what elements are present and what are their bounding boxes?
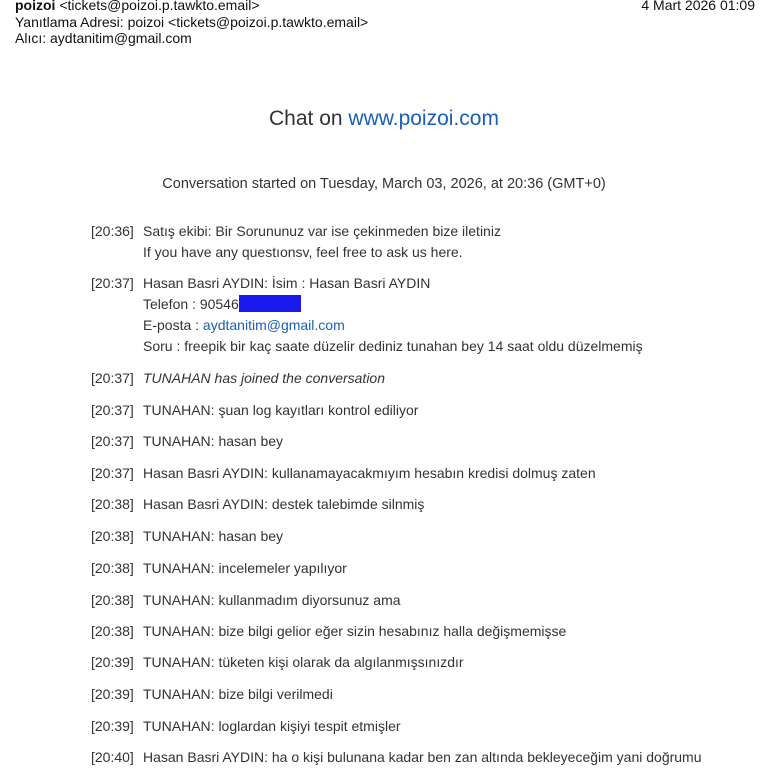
email-date: 4 Mart 2026 01:09 bbox=[641, 0, 755, 13]
phone-label: Telefon : 90546 bbox=[143, 296, 239, 312]
question-line: Soru : freepik bir kaç saate düzelir dediniz tunahan bey 14 saat oldu düzelmemiş bbox=[143, 338, 643, 354]
message-time: [20:39] bbox=[91, 654, 134, 670]
chat-message bbox=[91, 431, 283, 452]
message-text: TUNAHAN: bize bilgi verilmedi bbox=[143, 686, 333, 702]
message-text-line2: If you have any questıonsv, feel free to ask us here. bbox=[143, 244, 463, 260]
message-time: [20:38] bbox=[91, 623, 134, 639]
chat-message bbox=[91, 652, 464, 673]
from-line bbox=[15, 0, 368, 14]
message-text: Hasan Basri AYDIN: İsim : Hasan Basri AYDIN bbox=[143, 275, 431, 291]
message-time: [20:38] bbox=[91, 592, 134, 608]
message-text: Hasan Basri AYDIN: kullanamayacakmıyım hesabın kredisi dolmuş zaten bbox=[143, 465, 596, 481]
message-text: TUNAHAN: incelemeler yapılıyor bbox=[143, 560, 347, 576]
sender-address[interactable]: <tickets@poizoi.p.tawkto.email> bbox=[59, 0, 260, 13]
message-time: [20:37] bbox=[91, 433, 134, 449]
message-text: TUNAHAN: kullanmadım diyorsunuz ama bbox=[143, 592, 401, 608]
message-time: [20:38] bbox=[91, 560, 134, 576]
chat-message bbox=[91, 463, 596, 484]
phone-line bbox=[143, 294, 643, 315]
message-text: TUNAHAN: hasan bey bbox=[143, 528, 284, 544]
email-header bbox=[15, 0, 368, 47]
chat-message bbox=[91, 526, 283, 547]
chat-message bbox=[91, 590, 401, 611]
message-time: [20:38] bbox=[91, 528, 134, 544]
chat-message bbox=[91, 716, 401, 737]
message-time: [20:36] bbox=[91, 223, 134, 239]
message-text: TUNAHAN: hasan bey bbox=[143, 433, 284, 449]
email-line bbox=[143, 315, 643, 336]
message-text: TUNAHAN has joined the conversation bbox=[143, 370, 386, 386]
chat-message bbox=[91, 494, 424, 515]
message-text: TUNAHAN: şuan log kayıtları kontrol ediliyor bbox=[143, 402, 419, 418]
chat-message bbox=[91, 400, 418, 421]
title-prefix: Chat on bbox=[269, 107, 349, 130]
chat-message bbox=[91, 221, 501, 263]
message-text: TUNAHAN: tüketen kişi olarak da algılanmışsınızdır bbox=[143, 654, 464, 670]
message-time: [20:37] bbox=[91, 275, 134, 291]
message-time: [20:37] bbox=[91, 370, 134, 386]
message-text: Hasan Basri AYDIN: destek talebimde silnmiş bbox=[143, 496, 425, 512]
conversation-start: Conversation started on Tuesday, March 03, 2026, at 20:36 (GMT+0) bbox=[162, 176, 606, 192]
chat-message bbox=[91, 684, 333, 705]
message-time: [20:37] bbox=[91, 402, 134, 418]
message-text: TUNAHAN: bize bilgi gelior eğer sizin hesabınız halla değişmemişse bbox=[143, 623, 567, 639]
sender-name[interactable]: poizoi bbox=[15, 0, 56, 13]
email-link[interactable]: aydtanitim@gmail.com bbox=[202, 317, 345, 333]
reply-to-line: Yanıtlama Adresi: poizoi <tickets@poizoi.p.tawkto.email> bbox=[15, 13, 369, 30]
site-link[interactable]: www.poizoi.com bbox=[348, 107, 499, 130]
message-time: [20:38] bbox=[91, 496, 134, 512]
chat-message bbox=[91, 747, 702, 768]
redaction-box bbox=[239, 295, 301, 312]
message-time: [20:37] bbox=[91, 465, 134, 481]
recipient-line: Alıcı: aydtanitim@gmail.com bbox=[15, 30, 192, 46]
message-text: TUNAHAN: loglardan kişiyi tespit etmişler bbox=[143, 718, 401, 734]
message-text: Hasan Basri AYDIN: ha o kişi bulunana kadar ben zan altında bekleyeceğim yani doğrumu bbox=[143, 749, 702, 765]
email-label: E-posta : bbox=[143, 317, 203, 333]
chat-message bbox=[91, 621, 566, 642]
transcript-title bbox=[0, 107, 768, 131]
message-time: [20:39] bbox=[91, 686, 134, 702]
message-time: [20:40] bbox=[91, 749, 134, 765]
chat-message bbox=[91, 558, 347, 579]
message-time: [20:39] bbox=[91, 718, 134, 734]
chat-message-contact-form bbox=[91, 273, 643, 357]
message-text: Satış ekibi: Bir Sorununuz var ise çekinmeden bize iletiniz bbox=[143, 223, 501, 239]
system-message bbox=[91, 368, 385, 389]
